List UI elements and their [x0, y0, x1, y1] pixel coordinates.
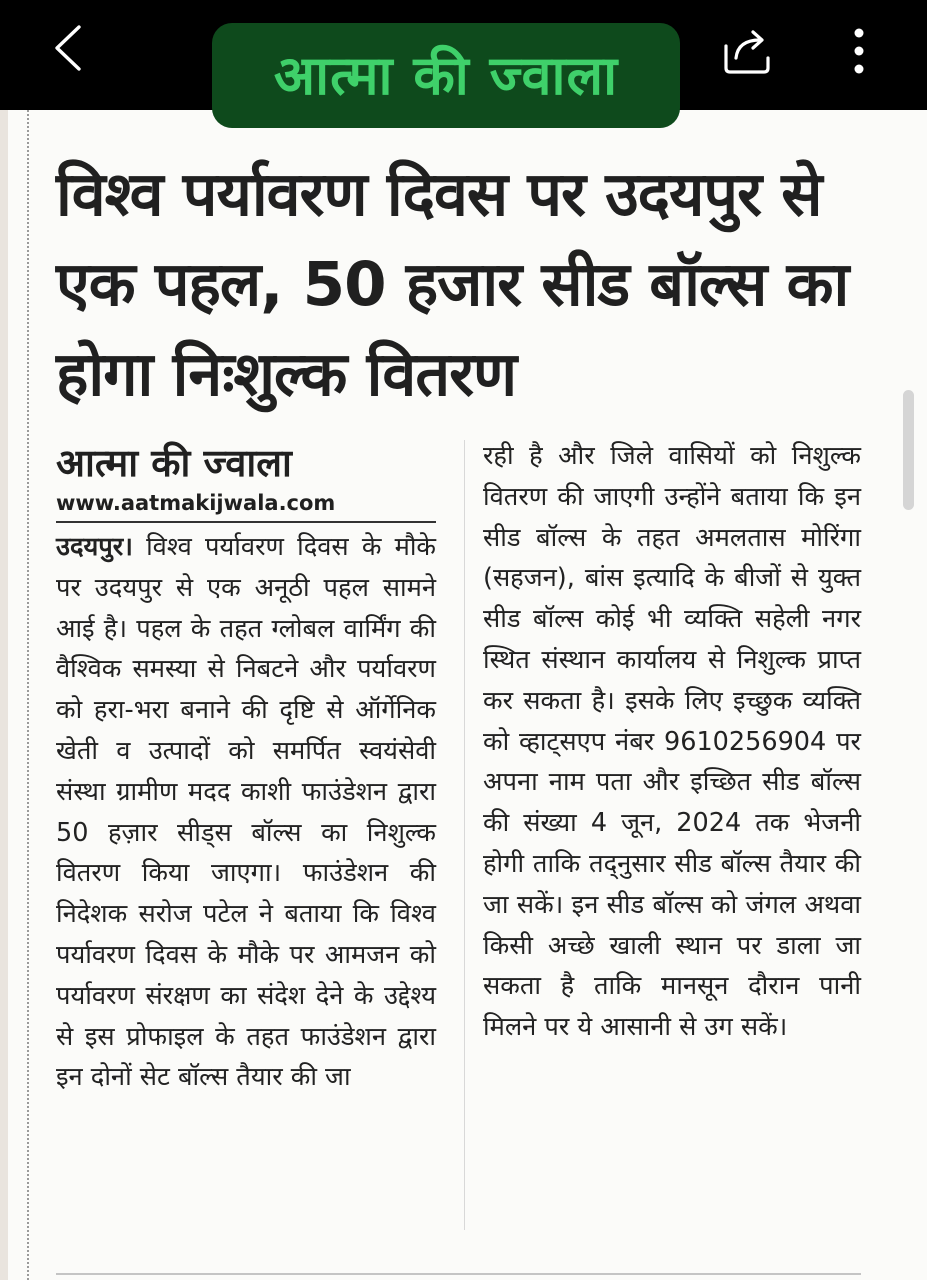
- column-divider: [464, 440, 465, 1230]
- article-body-left: [56, 527, 436, 1098]
- article-column-left: [56, 437, 436, 1098]
- bottom-rule: [56, 1273, 861, 1275]
- share-button[interactable]: [712, 20, 782, 82]
- paper-edge: [0, 110, 8, 1280]
- news-clipping: [0, 110, 927, 1280]
- article-column-right: [483, 436, 861, 1048]
- back-button[interactable]: [38, 18, 98, 78]
- more-vertical-icon: [852, 25, 866, 77]
- dateline: उदयपुर।: [56, 532, 133, 562]
- scrollbar-thumb[interactable]: [903, 390, 914, 510]
- article-text-left: विश्व पर्यावरण दिवस के मौके पर उदयपुर से एक अनूठी पहल सामने आई है। पहल के तहत ग्लोबल वार्मिंग की वैश्विक समस्या से निबटने और पर्यावरण को हरा-भरा बनाने की दृष्टि से ऑर्गेनिक खेती व उत्पादों को समर्पित स्वयंसेवी संस्था ग्रामीण मदद काशी फाउंडेशन द्वारा 50 हज़ार सीड्स बॉल्स का निशुल्क वितरण किया जाएगा। फाउंडेशन की निदेशक सरोज पटेल ने बताया कि विश्व पर्यावरण दिवस के मौके पर आमजन को पर्यावरण संरक्षण का संदेश देने के उद्देश्य से इस प्रोफाइल के तहत फाउंडेशन द्वारा इन दोनों सेट बॉल्स तैयार की जा: [56, 532, 437, 1093]
- byline-url: www.aatmakijwala.com: [56, 489, 436, 523]
- fold-line: [27, 110, 29, 1280]
- more-options-button[interactable]: [836, 20, 882, 82]
- brand-label: आत्मा की ज्वाला: [273, 43, 619, 107]
- byline-publication: आत्मा की ज्वाला: [56, 441, 292, 485]
- chevron-left-icon: [51, 23, 85, 73]
- share-icon: [720, 24, 774, 78]
- article-body-right: रही है और जिले वासियों को निशुल्क वितरण की जाएगी उन्होंने बताया कि इन सीड बॉल्स के तहत अमलतास मोरिंगा (सहजन), बांस इत्यादि के बीजों से युक्त सीड बॉल्स कोई भी व्यक्ति सहेली नगर स्थित संस्थान कार्यालय से निशुल्क प्राप्त कर सकता है। इसके लिए इच्छुक व्यक्ति को व्हाट्सएप नंबर 9610256904 पर अपना नाम पता और इच्छित सीड बॉल्स की संख्या 4 जून, 2024 तक भेजनी होगी ताकि तद्नुसार सीड बॉल्स तैयार की जा सकें। इन सीड बॉल्स को जंगल अथवा किसी अच्छे खाली स्थान पर डाला जा सकता है ताकि मानसून दौरान पानी मिलने पर ये आसानी से उग सकें।: [483, 441, 861, 1043]
- article-headline: विश्व पर्यावरण दिवस पर उदयपुर से एक पहल, 50 हजार सीड बॉल्स का होगा निःशुल्क वितरण: [56, 159, 849, 410]
- brand-badge: [212, 23, 680, 128]
